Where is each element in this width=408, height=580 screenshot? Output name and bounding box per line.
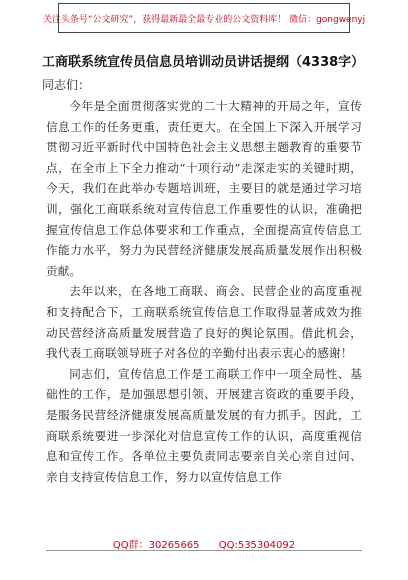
document-title: 工商联系统宣传员信息员培训动员讲话提纲（4338字） [42, 55, 365, 70]
paragraph: 今年是全面贯彻落实党的二十大精神的开局之年，宣传信息工作的任务更重，责任更大。在全国上下深入开展学习贯彻习近平新时代中国特色社会主义思想主题教育的重要节点，在全市上下全力推动“十项行动”走深走实的关键时期，今天，我们在此举办专题培训班，主要目的就是通过学习培训，强化工商联系统对宣传信息工作重要性的认识，准确把握宣传信息工作总体要求和工作重点，全面提高宣传信息工作能力水平，努力为民营经济健康发展高质量发展作出积极贡献。 [46, 99, 362, 278]
qq-group-text: QQ群：30265665 [112, 540, 200, 551]
footer-contacts [0, 536, 408, 551]
document-body [46, 96, 362, 487]
qq-text: QQ:535304092 [218, 540, 296, 551]
salutation: 同志们： [42, 78, 91, 92]
paragraph: 同志们，宣传信息工作是工商联工作中一项全局性、基础性的工作，是加强思想引领、开展建言资政的重要手段，是服务民营经济健康发展高质量发展的有力抓手。因此，工商联系统要进一步深化对信息宣传工作的认识，高度重视信息和宣传工作。各单位主要负责同志要亲自关心亲自过问、亲自支持宣传信息工作，努力以宣传信息工作 [46, 366, 362, 484]
banner-text: 关注头条号“公文研究”，获得最新最全最专业的公文资料库！ 微信：gongwenyj [42, 14, 366, 25]
paragraph: 去年以来，在各地工商联、商会、民营企业的高度重视和支持配合下，工商联系统宣传信息工作取得显著成效为推动民营经济高质量发展营造了良好的舆论氛围。借此机会，我代表工商联领导班子对各位的辛勤付出表示衷心的感谢！ [46, 284, 362, 361]
header-banner [42, 3, 366, 33]
